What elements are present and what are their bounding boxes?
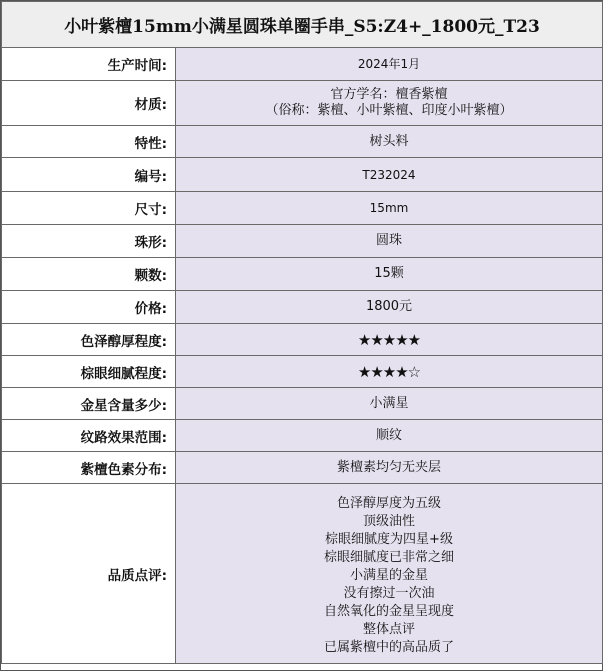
review-line: 色泽醇厚度为五级 [336, 495, 441, 511]
review-line: 已属紫檀中的高品质了 [323, 639, 454, 655]
rating-stars-color-richness: ★★★★★ [176, 324, 603, 356]
value-size: 15mm [176, 192, 603, 225]
value-feature: 树头料 [176, 126, 603, 158]
review-line: 自然氧化的金星呈现度 [323, 603, 454, 619]
row-material [2, 81, 603, 126]
label-quality-review: 品质点评: [2, 484, 176, 664]
row-pore-fineness [2, 356, 603, 388]
value-production-date: 2024年1月 [176, 48, 603, 81]
value-price: 1800元 [176, 291, 603, 324]
value-grain-range: 顺纹 [176, 420, 603, 452]
value-quality-review [176, 484, 603, 664]
label-color-richness: 色泽醇厚程度: [2, 324, 176, 356]
row-grain-range [2, 420, 603, 452]
label-price: 价格: [2, 291, 176, 324]
value-serial: T232024 [176, 158, 603, 192]
review-line: 棕眼细腻度为四星+级 [325, 531, 453, 547]
row-quality-review [2, 484, 603, 664]
row-production-date [2, 48, 603, 81]
value-pigment-distribution: 紫檀素均匀无夹层 [176, 452, 603, 484]
label-production-date: 生产时间: [2, 48, 176, 81]
review-line: 没有擦过一次油 [343, 585, 435, 601]
row-gold-star-amount [2, 388, 603, 420]
review-line: 顶级油性 [362, 513, 415, 529]
label-pigment-distribution: 紫檀色素分布: [2, 452, 176, 484]
row-price [2, 291, 603, 324]
product-title: 小叶紫檀15mm小满星圆珠单圈手串_S5:Z4+_1800元_T23 [2, 2, 603, 48]
row-serial [2, 158, 603, 192]
row-bead-count [2, 258, 603, 291]
row-size [2, 192, 603, 225]
row-pigment-distribution [2, 452, 603, 484]
label-serial: 编号: [2, 158, 176, 192]
row-feature [2, 126, 603, 158]
label-pore-fineness: 棕眼细腻程度: [2, 356, 176, 388]
label-feature: 特性: [2, 126, 176, 158]
material-official-name: 官方学名：檀香紫檀 [330, 87, 448, 102]
value-material [176, 81, 603, 126]
review-line: 棕眼细腻度已非常之细 [323, 549, 454, 565]
value-bead-count: 15颗 [176, 258, 603, 291]
rating-stars-pore-fineness: ★★★★☆ [176, 356, 603, 388]
review-line: 小满星的金星 [349, 567, 428, 583]
label-bead-count: 颗数: [2, 258, 176, 291]
label-material: 材质: [2, 81, 176, 126]
material-common-names: （俗称：紫檀、小叶紫檀、印度小叶紫檀） [265, 103, 513, 118]
value-gold-star-amount: 小满星 [176, 388, 603, 420]
row-color-richness [2, 324, 603, 356]
label-gold-star-amount: 金星含量多少: [2, 388, 176, 420]
spec-table [1, 1, 603, 664]
row-bead-shape [2, 225, 603, 258]
label-size: 尺寸: [2, 192, 176, 225]
label-bead-shape: 珠形: [2, 225, 176, 258]
label-grain-range: 纹路效果范围: [2, 420, 176, 452]
review-line: 整体点评 [362, 621, 415, 637]
value-bead-shape: 圆珠 [176, 225, 603, 258]
